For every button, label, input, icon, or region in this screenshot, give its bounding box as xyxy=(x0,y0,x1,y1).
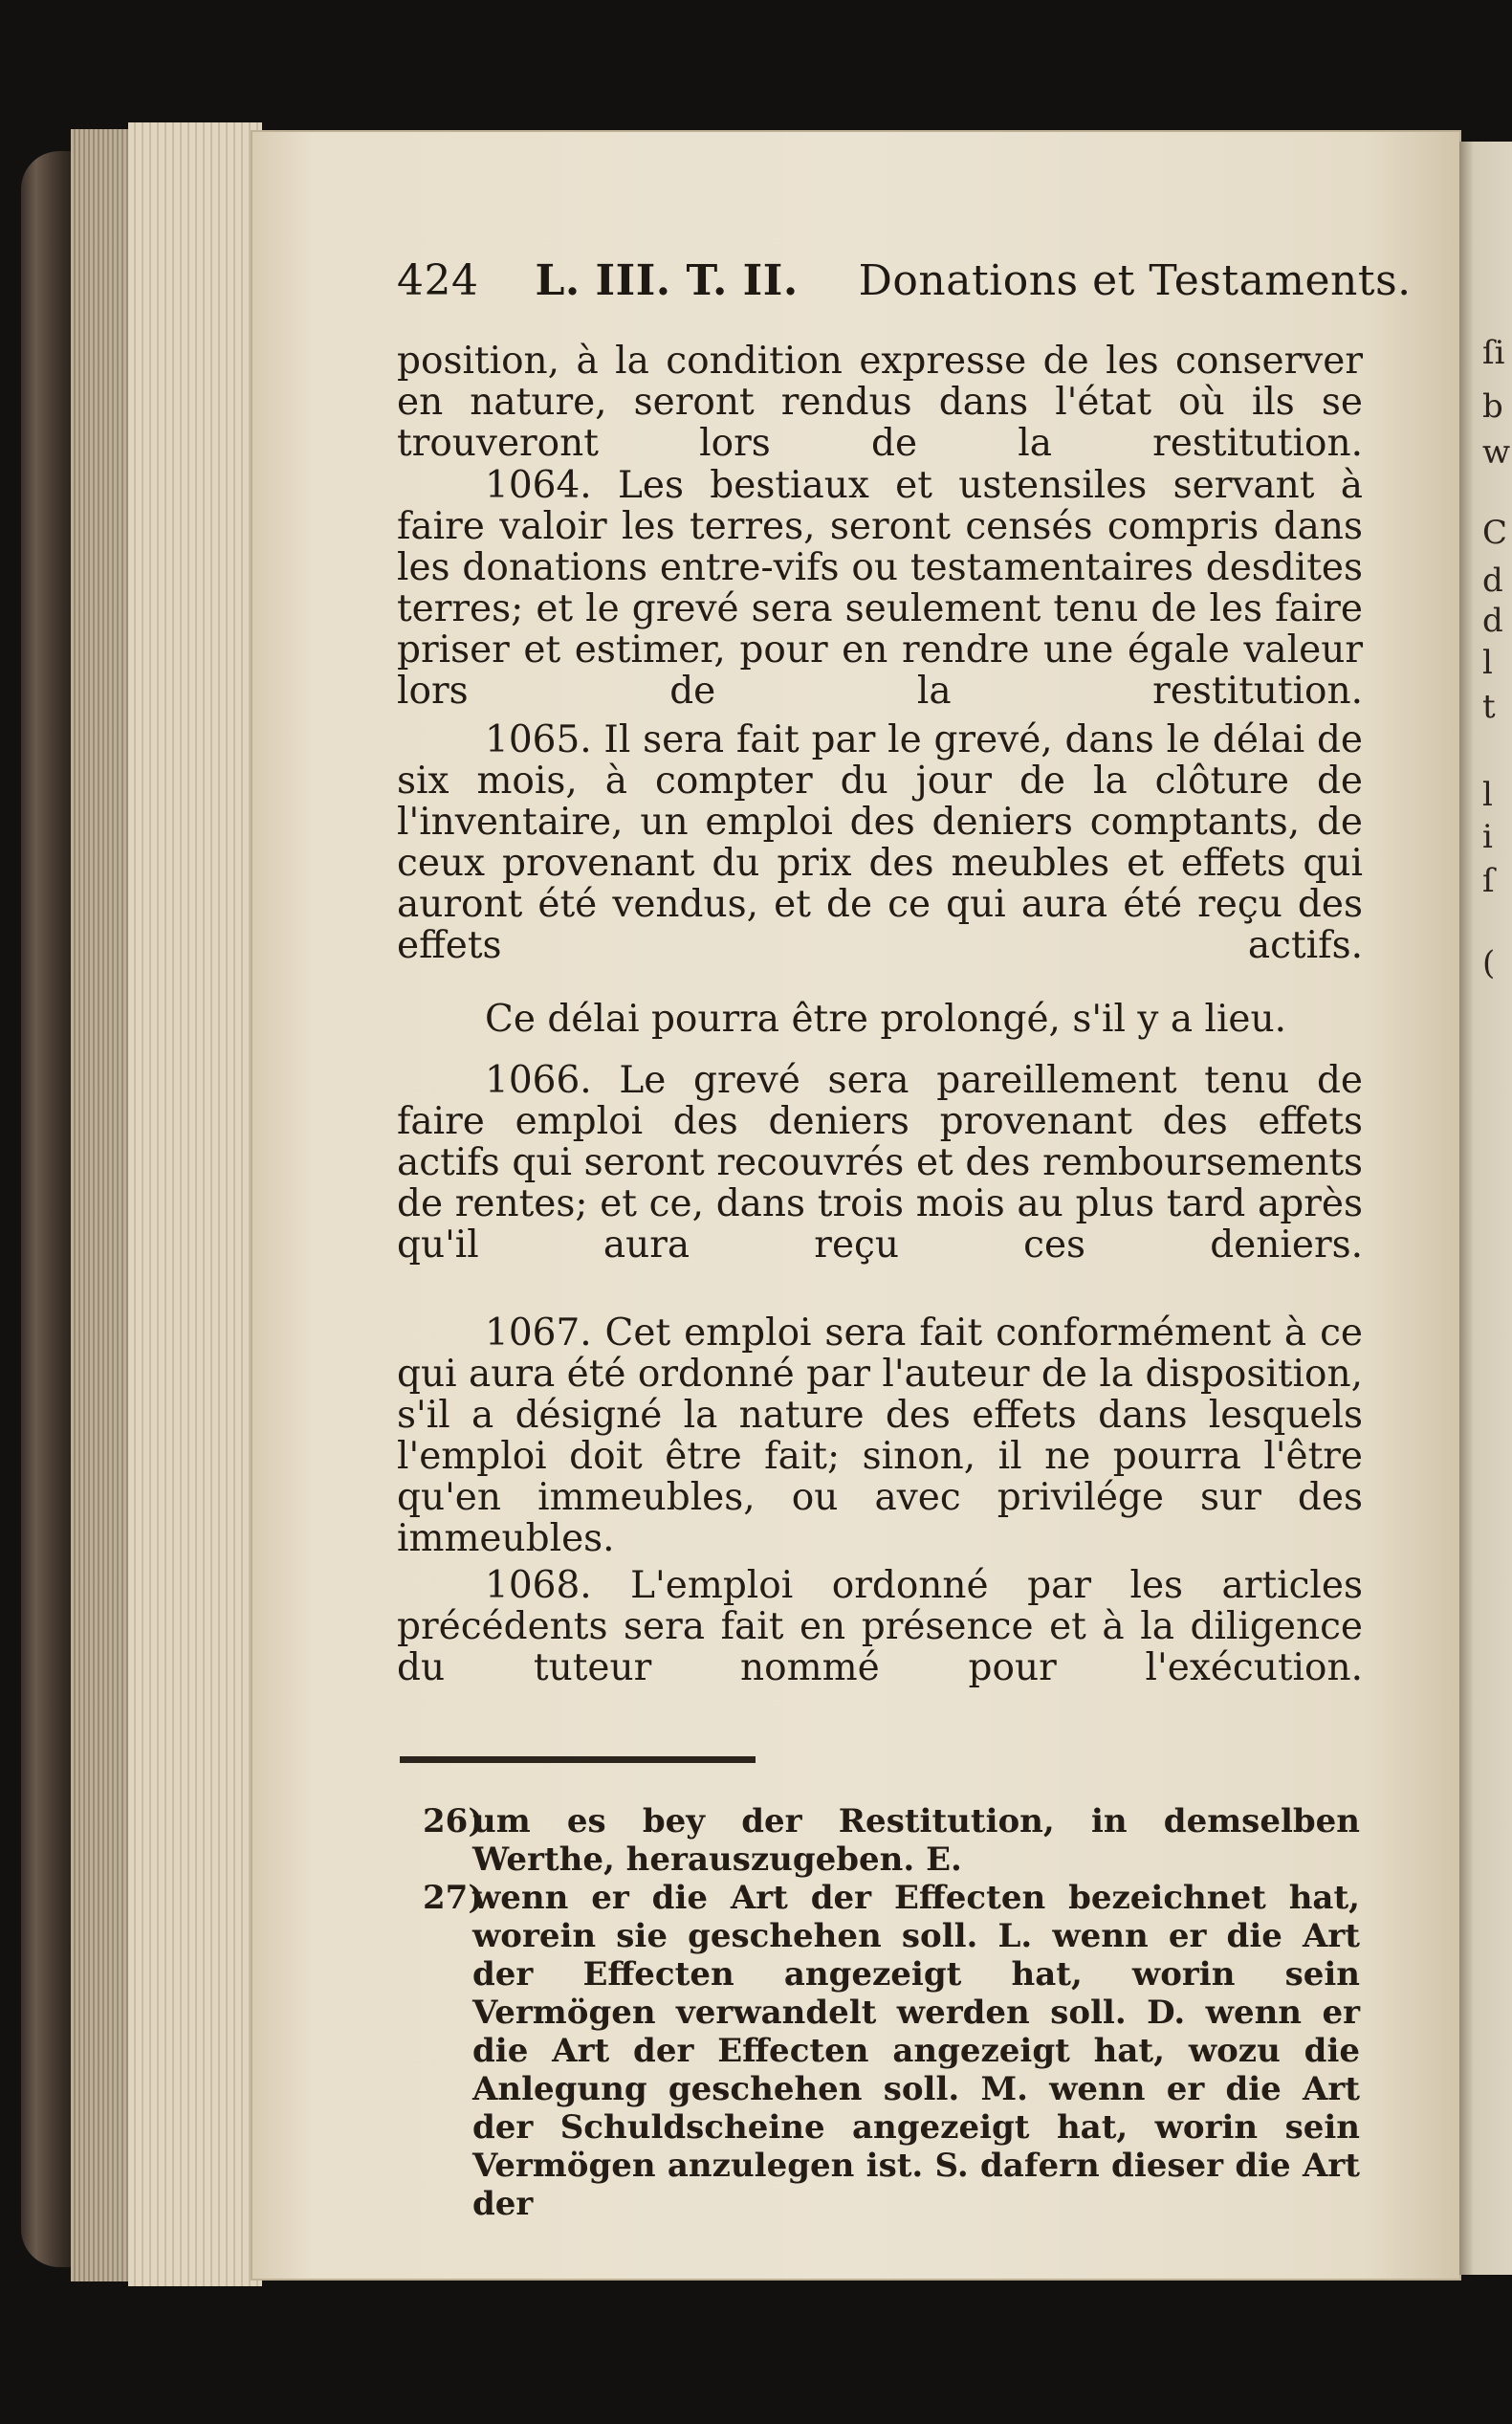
paragraph-delay: Ce délai pourra être prolongé, s'il y a lieu. xyxy=(485,998,1287,1041)
facing-page-fragment: ( xyxy=(1482,944,1496,982)
book-title-ref: L. III. T. II. xyxy=(535,256,799,305)
facing-page-fragment: ſ xyxy=(1482,862,1495,900)
facing-page-fragment: b xyxy=(1482,387,1503,426)
facing-page-fragment: l xyxy=(1482,644,1493,682)
article-1066: 1066. Le grevé sera pareillement tenu de faire emploi des deniers provenant des effets actifs qui seront recouvrés et des remboursements de rentes; et ce, dans trois mois au plus tard après qu'il aura reçu ces deniers. xyxy=(397,1059,1363,1267)
page-number: 424 xyxy=(397,256,479,305)
footnote-number: 27) xyxy=(423,1879,484,1917)
running-header xyxy=(397,256,1412,310)
facing-page-fragment: ſi xyxy=(1482,334,1505,372)
footnote-text: um es bey der Restitution, in demselben Werthe, herauszugeben. E. xyxy=(472,1802,1360,1879)
facing-page-fragment: w xyxy=(1482,433,1511,472)
facing-page-fragment: t xyxy=(1482,688,1496,726)
page-stack xyxy=(128,122,262,2286)
facing-page-fragment: d xyxy=(1482,602,1503,640)
book-spine-edge xyxy=(21,151,71,2267)
facing-page-fragment: l xyxy=(1482,776,1493,814)
facing-page-fragment: i xyxy=(1482,818,1493,856)
section-title: Donations et Testaments. xyxy=(858,256,1412,305)
article-1067: 1067. Cet emploi sera fait conformément à ce qui aura été ordonné par l'auteur de la disposition, s'il a désigné la nature des effets dans lesquels l'emploi doit être fait; sinon, il ne pourra l'être qu'en immeubles, ou avec privilége sur des immeubles. xyxy=(397,1311,1363,1560)
footnote-text: wenn er die Art der Effecten bezeichnet hat, worein sie geschehen soll. L. wenn er die Art der Effecten angezeigt hat, worin sein Vermögen verwandelt werden soll. D. wenn er die Art der Effecten angezeigt hat, wozu die Anlegung geschehen soll. M. wenn er die Art der Schuldscheine angezeigt hat, worin sein Vermögen anzulegen ist. S. dafern dieser die Art der xyxy=(472,1879,1360,2223)
facing-page-fragment: C xyxy=(1482,514,1508,552)
footnote-number: 26) xyxy=(423,1802,484,1840)
footnote-27 xyxy=(423,1879,1360,2223)
page-edges-left xyxy=(71,129,128,2281)
facing-page-fragment: d xyxy=(1482,562,1503,600)
footnote-separator xyxy=(400,1756,756,1763)
paragraph-continuation: position, à la condition expresse de les conserver en nature, seront rendus dans l'état où ils se trouveront lors de la restitution. xyxy=(397,340,1363,465)
article-1065: 1065. Il sera fait par le grevé, dans le délai de six mois, à compter du jour de la clôture de l'inventaire, un emploi des deniers comptants, de ceux provenant du prix des meubles et effets qui auront été vendus, et de ce qui aura été reçu des effets actifs. xyxy=(397,718,1363,967)
article-1064: 1064. Les bestiaux et ustensiles servant à faire valoir les terres, seront censés compris dans les donations entre-vifs ou testamentaires desdites terres; et le grevé sera seulement tenu de les faire priser et estimer, pour en rendre une égale valeur lors de la restitution. xyxy=(397,464,1363,713)
article-1068: 1068. L'emploi ordonné par les articles précédents sera fait en présence et à la diligence du tuteur nommé pour l'exécution. xyxy=(397,1564,1363,1689)
footnote-26 xyxy=(423,1802,1360,1879)
